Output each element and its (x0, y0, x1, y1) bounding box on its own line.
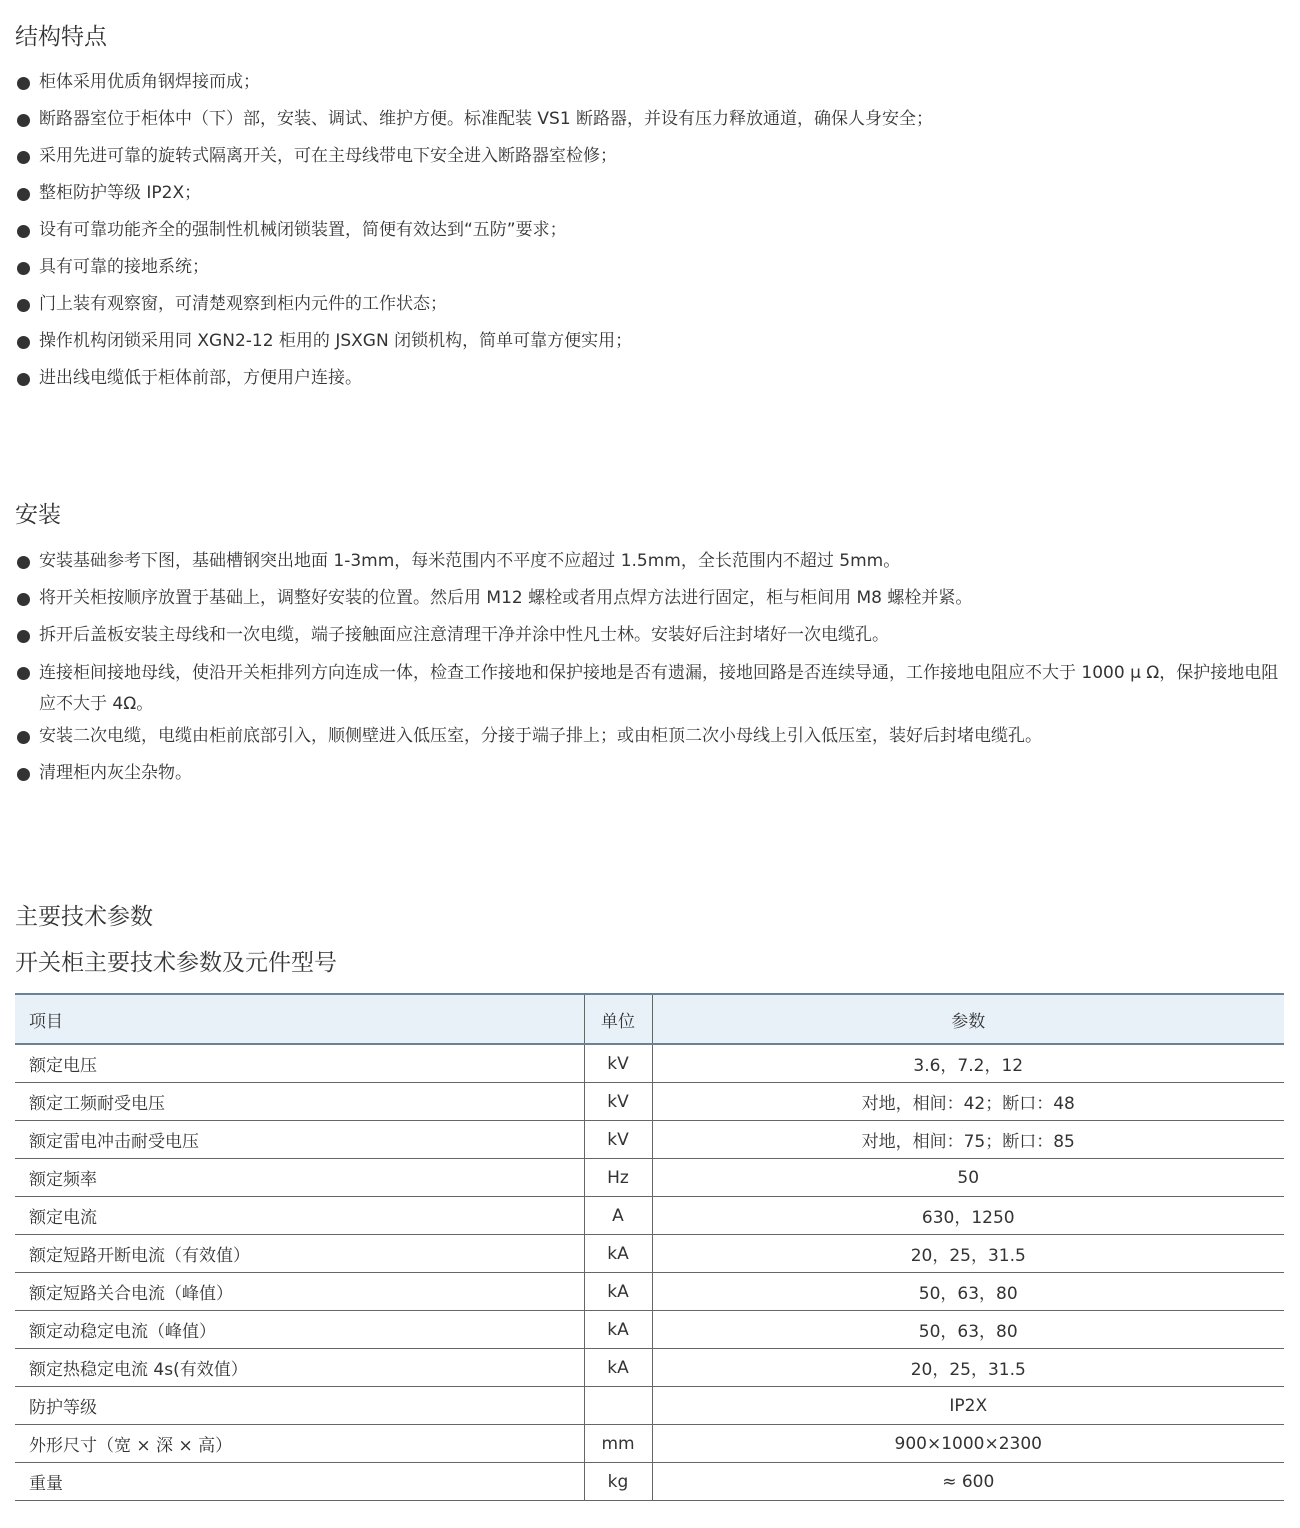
table-header-row (15, 994, 1284, 1044)
bullet-icon (17, 556, 30, 569)
bullet-icon (17, 593, 30, 606)
header-value: 参数 (652, 994, 1284, 1044)
specs-heading: 主要技术参数 (15, 904, 153, 930)
cell-unit: A (584, 1197, 652, 1235)
table-row (15, 1463, 1284, 1501)
cell-unit: kA (584, 1273, 652, 1311)
list-item: 柜体采用优质角钢焊接而成； (15, 68, 1290, 97)
table-row (15, 1349, 1284, 1387)
cell-value: 3.6，7.2，12 (652, 1044, 1284, 1083)
list-item: 清理柜内灰尘杂物。 (15, 759, 1290, 788)
table-row (15, 1121, 1284, 1159)
bullet-icon (17, 768, 30, 781)
table-row (15, 1311, 1284, 1349)
header-unit: 单位 (584, 994, 652, 1044)
list-item: 整柜防护等级 IP2X； (15, 179, 1290, 208)
table-row (15, 1083, 1284, 1121)
bullet-icon (17, 114, 30, 127)
table-row (15, 1197, 1284, 1235)
list-item: 采用先进可靠的旋转式隔离开关，可在主母线带电下安全进入断路器室检修； (15, 142, 1290, 171)
table-row (15, 1425, 1284, 1463)
cell-unit: kA (584, 1235, 652, 1273)
cell-item: 重量 (15, 1463, 584, 1501)
list-item: 拆开后盖板安装主母线和一次电缆，端子接触面应注意清理干净并涂中性凡士林。安装好后注封堵好一次电缆孔。 (15, 621, 1290, 650)
cell-item: 额定频率 (15, 1159, 584, 1197)
cell-item: 防护等级 (15, 1387, 584, 1425)
cell-value: 20，25，31.5 (652, 1235, 1284, 1273)
install-heading: 安装 (15, 502, 61, 528)
cell-value: 20，25，31.5 (652, 1349, 1284, 1387)
cell-value: 50，63，80 (652, 1311, 1284, 1349)
cell-unit: kg (584, 1463, 652, 1501)
cell-item: 额定工频耐受电压 (15, 1083, 584, 1121)
list-item: 门上装有观察窗，可清楚观察到柜内元件的工作状态； (15, 290, 1290, 319)
cell-item: 额定雷电冲击耐受电压 (15, 1121, 584, 1159)
cell-item: 额定电压 (15, 1044, 584, 1083)
cell-value: 50 (652, 1159, 1284, 1197)
table-row (15, 1273, 1284, 1311)
cell-unit: kA (584, 1349, 652, 1387)
cell-item: 额定短路关合电流（峰值） (15, 1273, 584, 1311)
bullet-icon (17, 262, 30, 275)
cell-value: 900×1000×2300 (652, 1425, 1284, 1463)
bullet-icon (17, 373, 30, 386)
bullet-icon (17, 731, 30, 744)
bullet-icon (17, 151, 30, 164)
specs-table (15, 993, 1284, 1501)
table-row (15, 1387, 1284, 1425)
install-list (15, 547, 1290, 796)
cell-item: 额定动稳定电流（峰值） (15, 1311, 584, 1349)
header-item: 项目 (15, 994, 584, 1044)
cell-value: 对地，相间：42；断口：48 (652, 1083, 1284, 1121)
cell-value: ≈ 600 (652, 1463, 1284, 1501)
specs-subheading: 开关柜主要技术参数及元件型号 (15, 950, 337, 976)
cell-value: 对地，相间：75；断口：85 (652, 1121, 1284, 1159)
list-item: 断路器室位于柜体中（下）部，安装、调试、维护方便。标准配装 VS1 断路器，并设有压力释放通道，确保人身安全； (15, 105, 1290, 134)
table-row (15, 1044, 1284, 1083)
cell-value: 630，1250 (652, 1197, 1284, 1235)
list-item: 安装基础参考下图，基础槽钢突出地面 1-3mm，每米范围内不平度不应超过 1.5mm，全长范围内不超过 5mm。 (15, 547, 1290, 576)
cell-unit: kV (584, 1083, 652, 1121)
features-heading: 结构特点 (15, 24, 107, 50)
cell-unit: kA (584, 1311, 652, 1349)
list-item: 将开关柜按顺序放置于基础上，调整好安装的位置。然后用 M12 螺栓或者用点焊方法进行固定，柜与柜间用 M8 螺栓并紧。 (15, 584, 1290, 613)
cell-unit: mm (584, 1425, 652, 1463)
list-item: 设有可靠功能齐全的强制性机械闭锁装置，简便有效达到“五防”要求； (15, 216, 1290, 245)
cell-value: IP2X (652, 1387, 1284, 1425)
cell-value: 50，63，80 (652, 1273, 1284, 1311)
cell-item: 外形尺寸（宽 × 深 × 高） (15, 1425, 584, 1463)
cell-unit: kV (584, 1044, 652, 1083)
bullet-icon (17, 225, 30, 238)
list-item: 安装二次电缆，电缆由柜前底部引入，顺侧壁进入低压室，分接于端子排上；或由柜顶二次小母线上引入低压室，装好后封堵电缆孔。 (15, 722, 1290, 751)
table-row (15, 1159, 1284, 1197)
bullet-icon (17, 667, 30, 680)
features-list (15, 68, 1290, 401)
list-item: 进出线电缆低于柜体前部，方便用户连接。 (15, 364, 1290, 393)
bullet-icon (17, 77, 30, 90)
cell-item: 额定热稳定电流 4s(有效值） (15, 1349, 584, 1387)
cell-unit: Hz (584, 1159, 652, 1197)
list-item: 操作机构闭锁采用同 XGN2-12 柜用的 JSXGN 闭锁机构，简单可靠方便实用； (15, 327, 1290, 356)
table-row (15, 1235, 1284, 1273)
list-item: 具有可靠的接地系统； (15, 253, 1290, 282)
cell-unit (584, 1387, 652, 1425)
bullet-icon (17, 299, 30, 312)
list-item: 连接柜间接地母线，使沿开关柜排列方向连成一体，检查工作接地和保护接地是否有遗漏，接地回路是否连续导通，工作接地电阻应不大于 1000 μ Ω，保护接地电阻应不大于 4Ω。 (15, 658, 1290, 720)
cell-unit: kV (584, 1121, 652, 1159)
bullet-icon (17, 188, 30, 201)
cell-item: 额定短路开断电流（有效值） (15, 1235, 584, 1273)
bullet-icon (17, 336, 30, 349)
cell-item: 额定电流 (15, 1197, 584, 1235)
bullet-icon (17, 630, 30, 643)
